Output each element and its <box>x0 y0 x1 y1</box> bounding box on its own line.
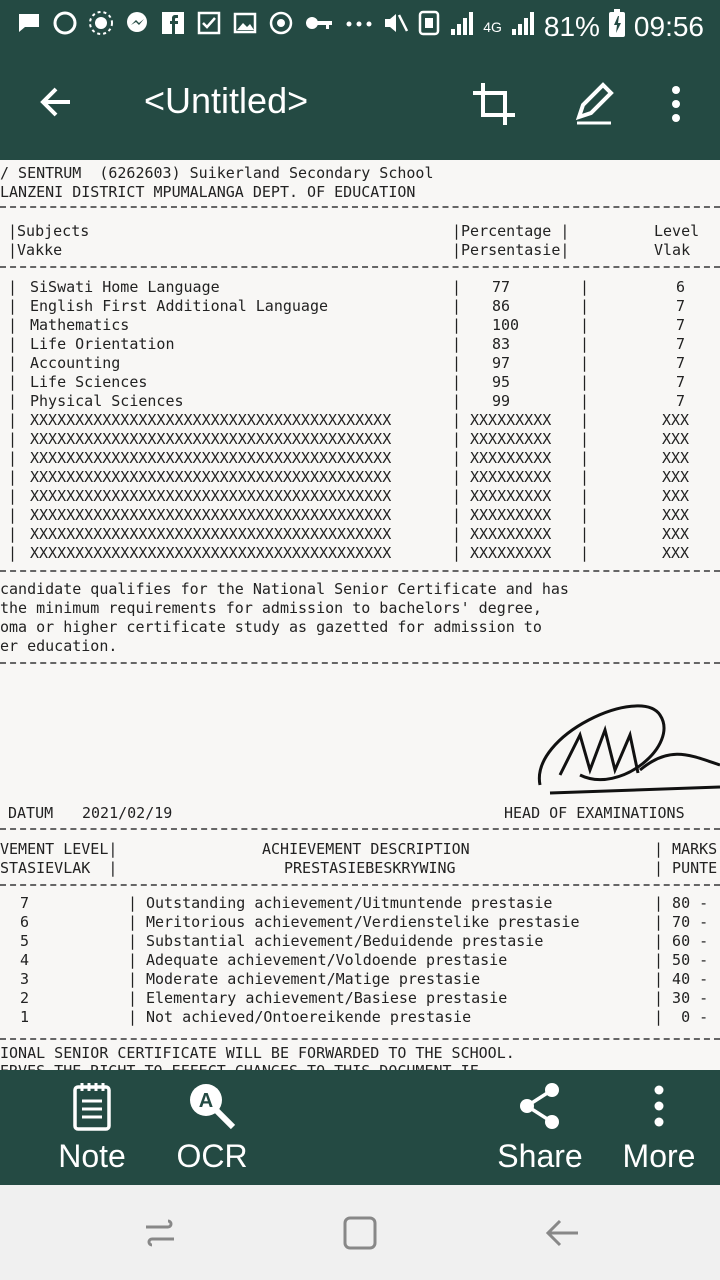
col-level-label: Level <box>654 222 700 240</box>
subject-name: XXXXXXXXXXXXXXXXXXXXXXXXXXXXXXXXXXXXXXXX <box>30 506 392 524</box>
subject-row <box>0 373 720 392</box>
legend-description: Outstanding achievement/Uitmuntende prestasie <box>146 894 553 912</box>
column-separator: | <box>580 392 590 410</box>
subject-percentage: XXXXXXXXX <box>470 449 552 467</box>
footer-line: IONAL SENIOR CERTIFICATE WILL BE FORWARDED TO THE SCHOOL. <box>0 1044 515 1062</box>
column-separator: | <box>8 335 18 353</box>
document-title[interactable]: <Untitled> <box>144 80 309 121</box>
column-separator: | <box>8 297 18 315</box>
subject-percentage: XXXXXXXXX <box>470 525 552 543</box>
subject-percentage: 83 <box>492 335 511 353</box>
column-separator: | <box>452 411 462 429</box>
subject-name: XXXXXXXXXXXXXXXXXXXXXXXXXXXXXXXXXXXXXXXX <box>30 487 392 505</box>
signal-icon-2 <box>510 9 536 44</box>
column-separator: | <box>452 335 462 353</box>
column-separator: | <box>452 430 462 448</box>
column-separator: | <box>8 506 18 524</box>
subject-row <box>0 297 720 316</box>
subject-name: Physical Sciences <box>30 392 184 410</box>
more-button[interactable] <box>604 1080 714 1175</box>
column-separator: | <box>128 970 138 988</box>
column-separator: | <box>128 913 138 931</box>
note-button[interactable] <box>37 1080 147 1175</box>
pen-icon <box>571 81 617 127</box>
statement-line: oma or higher certificate study as gazetted for admission to <box>0 618 542 636</box>
subject-percentage: 86 <box>492 297 511 315</box>
ocr-button[interactable] <box>157 1080 267 1175</box>
battery-percent: 81% <box>543 10 600 42</box>
legend-col-description: ACHIEVEMENT DESCRIPTION <box>262 840 470 858</box>
subject-percentage: 99 <box>492 392 511 410</box>
settings-icon <box>88 10 114 42</box>
subject-percentage: 95 <box>492 373 511 391</box>
legend-marks: | 40 - <box>654 970 709 988</box>
legend-row <box>0 932 720 951</box>
legend-marks: | 0 - <box>654 1008 709 1026</box>
arrow-left-icon <box>36 82 76 122</box>
legend-marks: | 50 - <box>654 951 709 969</box>
column-separator: | <box>452 544 462 562</box>
legend-col-level-af: STASIEVLAK | <box>0 859 118 877</box>
column-separator: | <box>452 449 462 467</box>
subject-row <box>0 449 720 468</box>
column-separator: | <box>128 894 138 912</box>
subject-percentage: XXXXXXXXX <box>470 411 552 429</box>
column-separator: | <box>580 316 590 334</box>
mute-icon <box>381 9 409 44</box>
legend-row <box>0 970 720 989</box>
column-separator: | <box>452 373 462 391</box>
gallery-icon <box>232 10 258 42</box>
subject-level: XXX <box>662 487 690 505</box>
column-separator: | <box>452 525 462 543</box>
column-separator: | <box>580 506 590 524</box>
subject-level: XXX <box>662 411 690 429</box>
column-separator: | <box>580 354 590 372</box>
key-icon <box>304 10 334 42</box>
subject-row <box>0 525 720 544</box>
notepad-icon <box>72 1081 112 1131</box>
subject-name: SiSwati Home Language <box>30 278 220 296</box>
divider <box>0 1038 720 1040</box>
legend-marks: | 30 - <box>654 989 709 1007</box>
subject-row <box>0 354 720 373</box>
column-separator: | <box>8 525 18 543</box>
legend-marks: | 70 - <box>654 913 709 931</box>
subject-level: XXX <box>662 525 690 543</box>
subject-percentage: XXXXXXXXX <box>470 544 552 562</box>
subject-level: XXX <box>662 449 690 467</box>
subject-name: Life Sciences <box>30 373 148 391</box>
column-separator: | <box>8 392 18 410</box>
recents-icon <box>140 1213 180 1253</box>
facebook-icon <box>160 10 186 42</box>
clock: 09:56 <box>633 10 704 42</box>
recent-apps-button[interactable] <box>140 1213 180 1253</box>
network-type: 4G <box>483 18 502 35</box>
subject-row <box>0 335 720 354</box>
home-icon <box>340 1213 380 1253</box>
col-level-label-af: Vlak <box>654 241 691 259</box>
status-bar <box>0 0 720 50</box>
column-separator: | <box>580 373 590 391</box>
school-header: / SENTRUM (6262603) Suikerland Secondary School <box>0 164 434 182</box>
home-button[interactable] <box>340 1213 380 1253</box>
subject-name: XXXXXXXXXXXXXXXXXXXXXXXXXXXXXXXXXXXXXXXX <box>30 468 392 486</box>
column-separator: | <box>580 487 590 505</box>
subject-name: Accounting <box>30 354 121 372</box>
column-separator: | <box>452 278 462 296</box>
legend-row <box>0 989 720 1008</box>
district-header: LANZENI DISTRICT MPUMALANGA DEPT. OF EDUCATION <box>0 183 416 201</box>
subject-name: XXXXXXXXXXXXXXXXXXXXXXXXXXXXXXXXXXXXXXXX <box>30 430 392 448</box>
legend-level: 3 <box>20 970 30 988</box>
column-separator: | <box>8 373 18 391</box>
legend-row <box>0 951 720 970</box>
legend-row <box>0 1008 720 1027</box>
subject-level: 7 <box>676 354 686 372</box>
back-button[interactable] <box>36 82 76 132</box>
whatsapp-icon <box>52 10 78 42</box>
subject-level: 7 <box>676 373 686 391</box>
subject-level: 7 <box>676 335 686 353</box>
subject-row <box>0 506 720 525</box>
column-separator: | <box>580 525 590 543</box>
subject-percentage: XXXXXXXXX <box>470 487 552 505</box>
subject-level: 7 <box>676 316 686 334</box>
legend-description: Meritorious achievement/Verdienstelike prestasie <box>146 913 580 931</box>
col-subjects-label: |Subjects <box>8 222 90 240</box>
crop-icon <box>471 81 517 127</box>
column-separator: | <box>8 449 18 467</box>
legend-description: Moderate achievement/Matige prestasie <box>146 970 481 988</box>
signal-icon-1 <box>449 9 475 44</box>
more-notifications-icon <box>344 10 374 42</box>
subject-name: Mathematics <box>30 316 130 334</box>
battery-icon <box>608 8 626 45</box>
ocr-magnifier-icon <box>186 1080 238 1132</box>
subject-percentage: XXXXXXXXX <box>470 506 552 524</box>
system-navigation-bar <box>0 1185 720 1280</box>
datum-value: 2021/02/19 <box>82 804 173 822</box>
divider <box>0 828 720 830</box>
subject-name: XXXXXXXXXXXXXXXXXXXXXXXXXXXXXXXXXXXXXXXX <box>30 544 392 562</box>
divider <box>0 662 720 664</box>
column-separator: | <box>128 1008 138 1026</box>
bottom-toolbar <box>0 1070 720 1185</box>
subject-row <box>0 430 720 449</box>
legend-marks: | 80 - <box>654 894 709 912</box>
head-of-examinations: HEAD OF EXAMINATIONS <box>504 804 685 822</box>
legend-level: 6 <box>20 913 30 931</box>
subject-name: XXXXXXXXXXXXXXXXXXXXXXXXXXXXXXXXXXXXXXXX <box>30 525 392 543</box>
subject-name: Life Orientation <box>30 335 175 353</box>
subject-level: 7 <box>676 392 686 410</box>
subject-name: English First Additional Language <box>30 297 329 315</box>
subject-level: 7 <box>676 297 686 315</box>
column-separator: | <box>580 411 590 429</box>
svg-text:A: A <box>198 1090 214 1112</box>
legend-description: Substantial achievement/Beduidende prestasie <box>146 932 544 950</box>
vertical-dots-icon <box>653 1084 665 1128</box>
message-icon <box>16 10 42 42</box>
subject-percentage: 77 <box>492 278 511 296</box>
statement-line: candidate qualifies for the National Senior Certificate and has <box>0 580 569 598</box>
document-viewer[interactable] <box>0 160 720 1070</box>
column-separator: | <box>452 316 462 334</box>
subject-percentage: 100 <box>492 316 520 334</box>
subject-level: XXX <box>662 506 690 524</box>
legend-description: Not achieved/Ontoereikende prestasie <box>146 1008 472 1026</box>
subject-row <box>0 278 720 297</box>
subject-percentage: XXXXXXXXX <box>470 468 552 486</box>
legend-col-marks-af: | PUNTE <box>654 859 718 877</box>
column-separator: | <box>8 468 18 486</box>
statement-line: the minimum requirements for admission to bachelors' degree, <box>0 599 542 617</box>
legend-row <box>0 913 720 932</box>
sync-icon <box>268 10 294 42</box>
subject-row <box>0 316 720 335</box>
share-button[interactable] <box>485 1080 595 1175</box>
column-separator: | <box>452 392 462 410</box>
crop-button[interactable] <box>470 80 518 128</box>
column-separator: | <box>128 989 138 1007</box>
column-separator: | <box>8 278 18 296</box>
legend-marks: | 60 - <box>654 932 709 950</box>
column-separator: | <box>580 544 590 562</box>
overflow-menu-button[interactable] <box>652 80 700 128</box>
system-status <box>381 8 704 45</box>
col-subjects-label-af: |Vakke <box>8 241 63 259</box>
column-separator: | <box>8 411 18 429</box>
signature-image <box>520 675 720 805</box>
subject-level: XXX <box>662 544 690 562</box>
legend-description: Adequate achievement/Voldoende prestasie <box>146 951 508 969</box>
column-separator: | <box>580 430 590 448</box>
col-percentage-label: |Percentage | <box>452 222 570 240</box>
edit-button[interactable] <box>570 80 618 128</box>
column-separator: | <box>8 430 18 448</box>
legend-level: 4 <box>20 951 30 969</box>
share-label: Share <box>497 1138 583 1174</box>
column-separator: | <box>580 449 590 467</box>
subject-row <box>0 487 720 506</box>
subject-percentage: 97 <box>492 354 511 372</box>
legend-col-description-af: PRESTASIEBESKRYWING <box>284 859 456 877</box>
col-percentage-label-af: |Persentasie| <box>452 241 570 259</box>
note-label: Note <box>58 1138 126 1174</box>
divider <box>0 884 720 886</box>
column-separator: | <box>580 297 590 315</box>
subject-name: XXXXXXXXXXXXXXXXXXXXXXXXXXXXXXXXXXXXXXXX <box>30 411 392 429</box>
subject-row <box>0 468 720 487</box>
legend-level: 5 <box>20 932 30 950</box>
legend-description: Elementary achievement/Basiese prestasie <box>146 989 508 1007</box>
checkbox-icon <box>196 10 222 42</box>
column-separator: | <box>580 335 590 353</box>
column-separator: | <box>452 354 462 372</box>
column-separator: | <box>452 506 462 524</box>
divider <box>0 206 720 208</box>
column-separator: | <box>452 297 462 315</box>
column-separator: | <box>8 354 18 372</box>
subject-row <box>0 392 720 411</box>
data-saver-icon <box>417 9 441 44</box>
subject-row <box>0 544 720 563</box>
legend-col-marks: | MARKS <box>654 840 718 858</box>
subject-name: XXXXXXXXXXXXXXXXXXXXXXXXXXXXXXXXXXXXXXXX <box>30 449 392 467</box>
system-back-button[interactable] <box>542 1213 582 1253</box>
column-separator: | <box>8 316 18 334</box>
subject-level: XXX <box>662 430 690 448</box>
subject-row <box>0 411 720 430</box>
column-separator: | <box>8 544 18 562</box>
legend-level: 1 <box>20 1008 30 1026</box>
ocr-label: OCR <box>176 1138 248 1174</box>
app-bar <box>0 50 720 160</box>
legend-level: 2 <box>20 989 30 1007</box>
divider <box>0 570 720 572</box>
column-separator: | <box>452 468 462 486</box>
column-separator: | <box>580 468 590 486</box>
datum-label: DATUM <box>8 804 54 822</box>
legend-row <box>0 894 720 913</box>
subject-level: 6 <box>676 278 686 296</box>
back-arrow-icon <box>542 1213 582 1253</box>
notification-icons <box>16 10 374 42</box>
more-label: More <box>622 1138 696 1174</box>
subject-percentage: XXXXXXXXX <box>470 430 552 448</box>
column-separator: | <box>128 951 138 969</box>
share-icon <box>518 1082 562 1130</box>
column-separator: | <box>580 278 590 296</box>
column-separator: | <box>8 487 18 505</box>
vertical-dots-icon <box>670 84 682 124</box>
subject-level: XXX <box>662 468 690 486</box>
legend-col-level: VEMENT LEVEL| <box>0 840 118 858</box>
statement-line: er education. <box>0 637 118 655</box>
divider <box>0 266 720 268</box>
column-separator: | <box>128 932 138 950</box>
column-separator: | <box>452 487 462 505</box>
legend-level: 7 <box>20 894 30 912</box>
messenger-icon <box>124 10 150 42</box>
